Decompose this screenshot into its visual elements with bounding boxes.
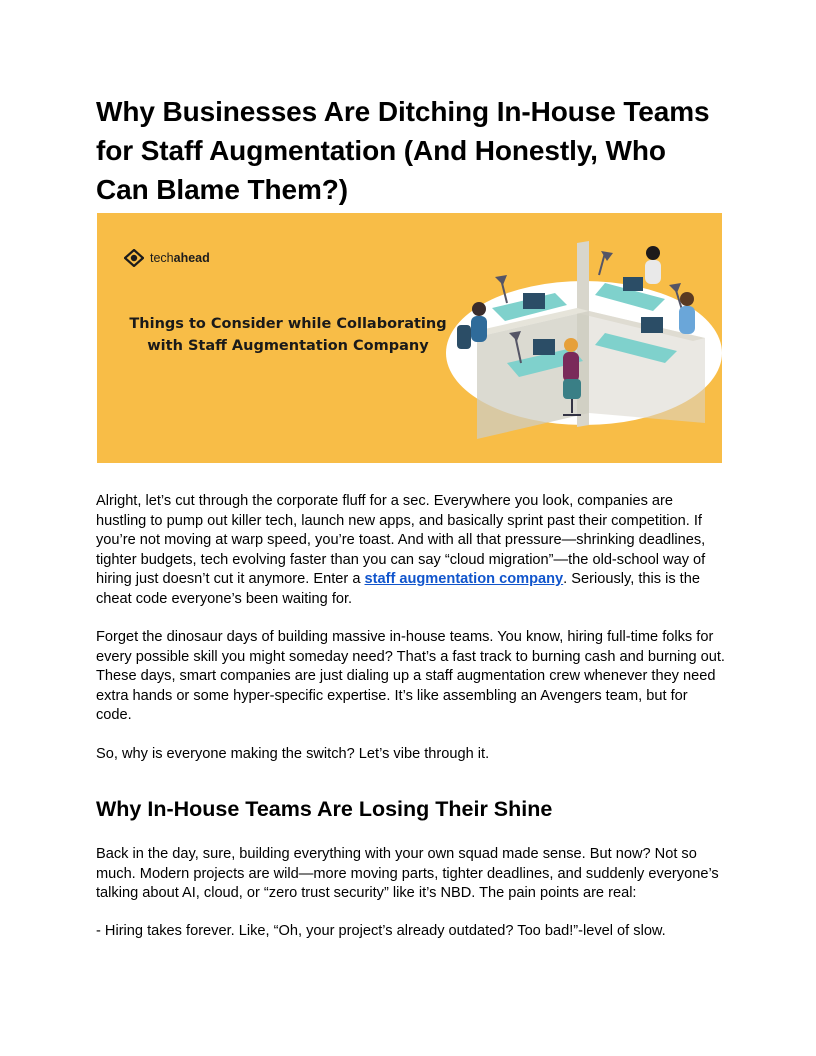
intro-paragraph: Alright, let’s cut through the corporate fluff for a sec. Everywhere you look, companies are hustling to pump out killer tech, launch new apps, and basically sprint past their competition. If you’re not moving at warp speed, you’re toast. And with all that pressure—shrinking deadlines, tighter budgets, tech evolving faster than you can say “cloud migration”—the old-school way of hiring just doesn’t cut it anymore. Enter a staff augmentation company. Seriously, this is the cheat code everyone’s been waiting for. bbox=[96, 493, 706, 607]
diamond-eye-logo-icon bbox=[124, 249, 144, 267]
hero-heading: Things to Consider while Collaborating with Staff Augmentation Company bbox=[129, 316, 447, 354]
brand-logo bbox=[124, 249, 210, 267]
hero-banner-image bbox=[97, 213, 722, 463]
bullet-item: - Hiring takes forever. Like, “Oh, your project’s already outdated? Too bad!”-level of slow. bbox=[96, 923, 666, 939]
brand-name: techahead bbox=[150, 251, 210, 265]
section-heading: Why In-House Teams Are Losing Their Shine bbox=[96, 797, 553, 821]
paragraph-2: Forget the dinosaur days of building massive in-house teams. You know, hiring full-time folks for every possible skill you might someday need? That’s a fast track to burning cash and burning out. These days, smart companies are just dialing up a staff augmentation crew whenever they need extra hands or some hyper-specific expertise. It’s like assembling an Avengers team, but for code. bbox=[96, 629, 725, 723]
staff-augmentation-link[interactable]: staff augmentation company bbox=[364, 571, 564, 587]
paragraph-4: Back in the day, sure, building everything with your own squad made sense. But now? Not so much. Modern projects are wild—more moving parts, tighter deadlines, and suddenly everyone’s talking about AI, cloud, or “zero trust security” like it’s NBD. The pain points are real: bbox=[96, 846, 719, 901]
office-cubicles-illustration bbox=[437, 213, 722, 463]
paragraph-3: So, why is everyone making the switch? Let’s vibe through it. bbox=[96, 746, 490, 762]
article-title: Why Businesses Are Ditching In-House Teams for Staff Augmentation (And Honestly, Who Can Blame Them?) bbox=[96, 96, 710, 205]
